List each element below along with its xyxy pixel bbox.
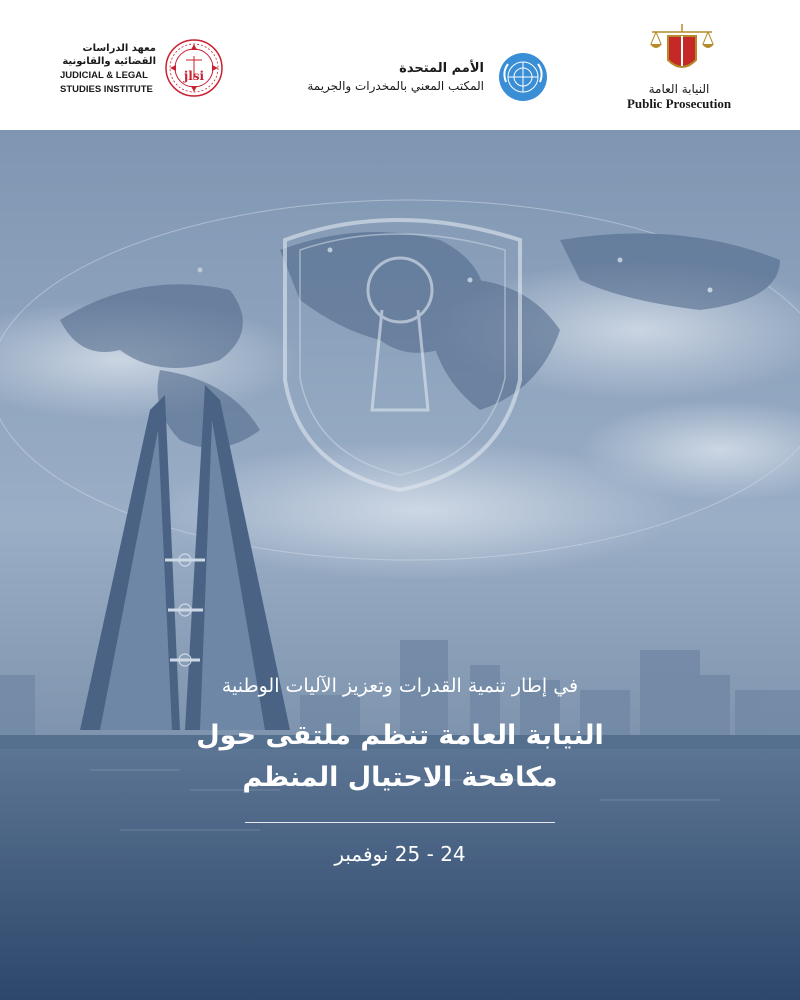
jlsi-arabic-line1: معهد الدراسات xyxy=(82,43,156,54)
unodc-text xyxy=(288,60,484,95)
event-date: 24 - 25 نوفمبر xyxy=(334,842,466,866)
hero-title-line2: مكافحة الاحتيال المنظم xyxy=(242,762,558,793)
unodc-title: الأمم المتحدة xyxy=(399,61,484,76)
jlsi-english-line2: STUDIES INSTITUTE xyxy=(60,84,153,95)
public-prosecution-arabic: النيابة العامة xyxy=(648,82,710,96)
unodc-logo xyxy=(288,30,558,108)
jlsi-english-line1: JUDICIAL & LEGAL xyxy=(60,70,148,81)
un-emblem-icon xyxy=(498,52,548,102)
hero-title-line1: النيابة العامة تنظم ملتقى حول xyxy=(196,720,604,751)
unodc-subtitle: المكتب المعني بالمخدرات والجريمة xyxy=(307,79,484,93)
logo-header xyxy=(0,0,800,130)
jlsi-text xyxy=(60,42,160,96)
public-prosecution-english: Public Prosecution xyxy=(626,96,732,111)
justice-scales-emblem-icon xyxy=(648,22,716,80)
jlsi-seal-text: jlsi xyxy=(183,69,205,83)
jlsi-seal-icon xyxy=(164,38,224,98)
divider-line xyxy=(245,822,555,823)
hero-subtitle: في إطار تنمية القدرات وتعزيز الآليات الوطنية xyxy=(221,675,579,697)
jlsi-arabic-line2: القضائية والقانونية xyxy=(62,56,156,67)
public-prosecution-logo xyxy=(620,30,750,111)
hero-text xyxy=(0,130,800,1000)
jlsi-logo xyxy=(60,30,230,108)
